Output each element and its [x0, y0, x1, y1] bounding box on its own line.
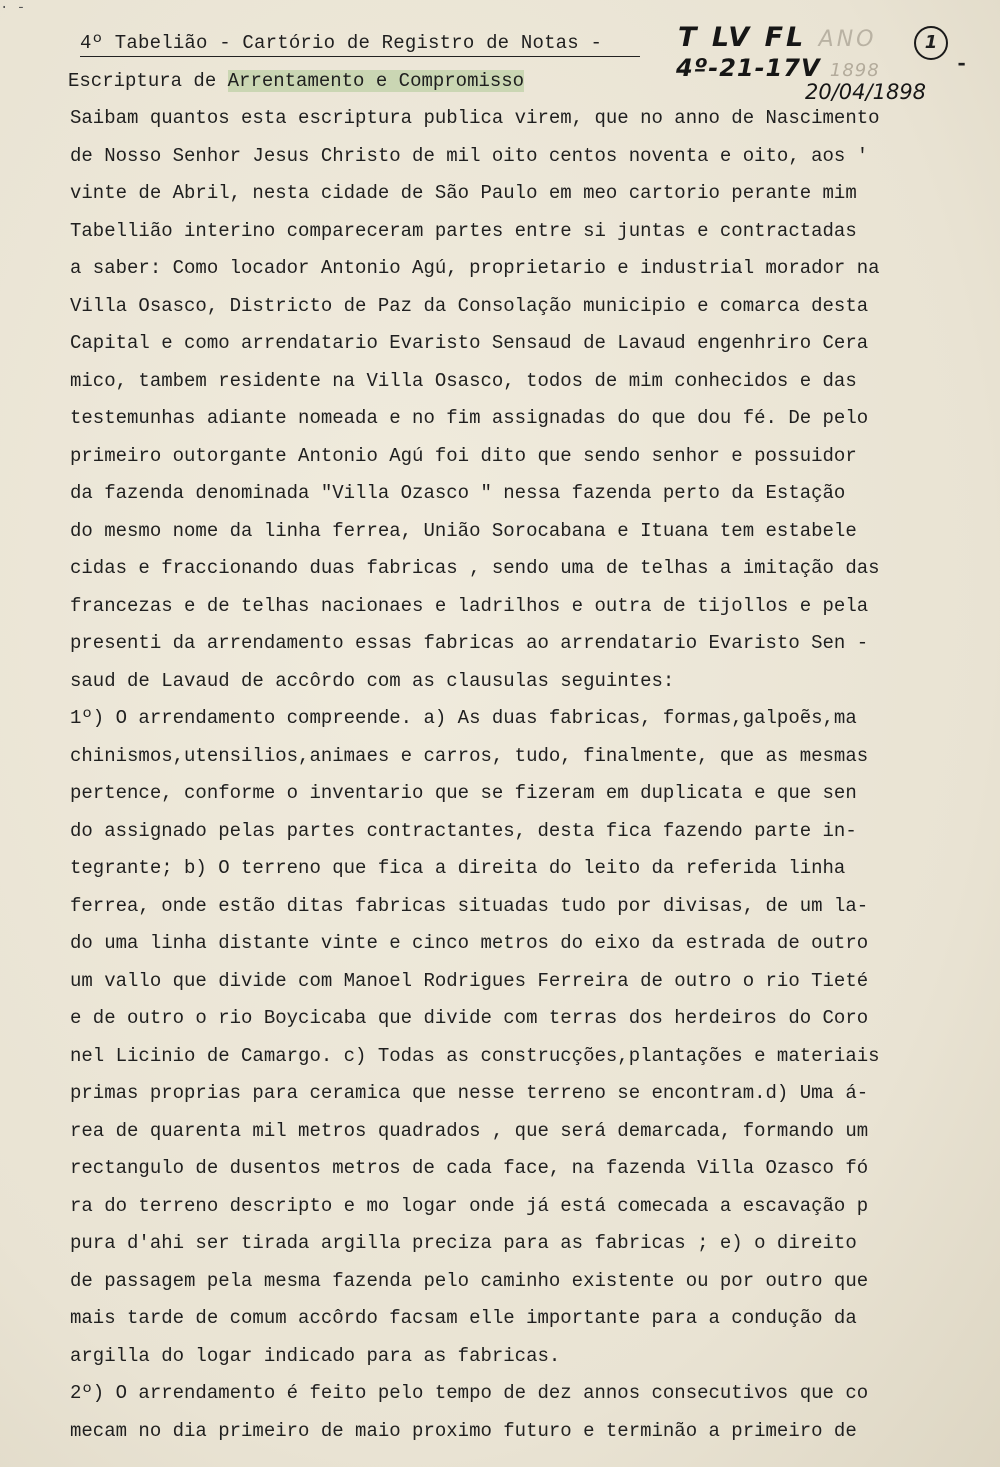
body-line: Tabellião interino compareceram partes entre si juntas e contractadas [70, 219, 857, 242]
body-line: 2º) O arrendamento é feito pelo tempo de dez annos consecutivos que co [70, 1382, 869, 1404]
handwritten-code-faint: 1898 [829, 60, 880, 81]
handwritten-reference [678, 22, 876, 53]
document-body [70, 100, 995, 1450]
handwritten-code [676, 54, 880, 82]
body-line: cidas e fraccionando duas fabricas , sendo uma de telhas a imitação das [70, 557, 880, 579]
body-line: do mesmo nome da linha ferrea, União Sorocabana e Ituana tem estabele [70, 519, 857, 542]
body-line: primeiro outorgante Antonio Agú foi dito que sendo senhor e possuidor [70, 444, 857, 467]
body-line: rea de quarenta mil metros quadrados , que será demarcada, formando um [70, 1119, 869, 1142]
header-title: 4º Tabelião - Cartório de Registro de Notas - [80, 32, 603, 54]
body-line: testemunhas adiante nomeada e no fim assignadas do que dou fé. De pelo [70, 407, 869, 429]
body-line: pertence, conforme o inventario que se fizeram em duplicata e que sen [70, 782, 857, 804]
handwritten-top-text: T LV FL [678, 22, 807, 53]
body-line: mico, tambem residente na Villa Osasco, todos de mim conhecidos e das [70, 369, 857, 392]
body-line: mecam no dia primeiro de maio proximo futuro e terminão a primeiro de [70, 1419, 857, 1442]
body-line: francezas e de telhas nacionaes e ladrilhos e outra de tijollos e pela [70, 594, 869, 617]
subtitle-highlight: Arrentamento e Compromisso [227, 70, 525, 92]
body-line: do uma linha distante vinte e cinco metros do eixo da estrada de outro [70, 932, 869, 954]
body-line: da fazenda denominada "Villa Ozasco " nessa fazenda perto da Estação [70, 482, 846, 504]
body-line: de Nosso Senhor Jesus Christo de mil oito centos noventa e oito, aos ' [70, 144, 869, 167]
handwritten-code-text: 4º-21-17V [676, 54, 821, 82]
body-line: vinte de Abril, nesta cidade de São Paulo em meo cartorio perante mim [70, 182, 857, 204]
body-line: a saber: Como locador Antonio Agú, proprietario e industrial morador na [70, 257, 880, 279]
body-line: presenti da arrendamento essas fabricas ao arrendatario Evaristo Sen - [70, 632, 869, 654]
body-line: mais tarde de comum accôrdo facsam elle importante para a condução da [70, 1307, 857, 1329]
body-line: Villa Osasco, Districto de Paz da Consolação municipio e comarca desta [70, 294, 869, 317]
body-line: chinismos,utensilios,animaes e carros, tudo, finalmente, que as mesmas [70, 744, 869, 767]
body-line: pura d'ahi ser tirada argilla preciza para as fabricas ; e) o direito [70, 1232, 857, 1254]
document-header [80, 32, 640, 57]
body-line: 1º) O arrendamento compreende. a) As duas fabricas, formas,galpoẽs,ma [70, 707, 857, 729]
body-line: nel Licinio de Camargo. c) Todas as construcções,plantações e materiais [70, 1044, 880, 1067]
page-number-badge: 1 [914, 26, 948, 60]
body-line: rectangulo de dusentos metros de cada face, na fazenda Villa Ozasco fó [70, 1157, 869, 1179]
scan-mark: · - [0, 0, 26, 16]
document-subtitle [68, 70, 524, 92]
body-line: ferrea, onde estão ditas fabricas situadas tudo por divisas, de um la- [70, 894, 869, 917]
body-line: tegrante; b) O terreno que fica a direita do leito da referida linha [70, 857, 846, 879]
handwritten-top-faint: ANO [818, 27, 877, 52]
subtitle-prefix: Escriptura de [68, 70, 228, 92]
body-line: primas proprias para ceramica que nesse terreno se encontram.d) Uma á- [70, 1082, 869, 1104]
handwritten-date: 20/04/1898 [805, 80, 927, 104]
body-line: Saibam quantos esta escriptura publica virem, que no anno de Nascimento [70, 107, 880, 129]
body-line: um vallo que divide com Manoel Rodrigues Ferreira de outro o rio Tieté [70, 969, 869, 992]
body-line: e de outro o rio Boycicaba que divide com terras dos herdeiros do Coro [70, 1007, 869, 1029]
body-line: ra do terreno descripto e mo logar onde já está comecada a escavação p [70, 1194, 869, 1217]
body-line: Capital e como arrendatario Evaristo Sensaud de Lavaud engenhriro Cera [70, 332, 869, 354]
body-line: de passagem pela mesma fazenda pelo caminho existente ou por outro que [70, 1269, 869, 1292]
body-line: do assignado pelas partes contractantes, desta fica fazendo parte in- [70, 819, 857, 842]
handwritten-dash: - [955, 52, 969, 77]
body-line: saud de Lavaud de accôrdo com as clausulas seguintes: [70, 669, 675, 692]
body-line: argilla do logar indicado para as fabricas. [70, 1344, 561, 1367]
